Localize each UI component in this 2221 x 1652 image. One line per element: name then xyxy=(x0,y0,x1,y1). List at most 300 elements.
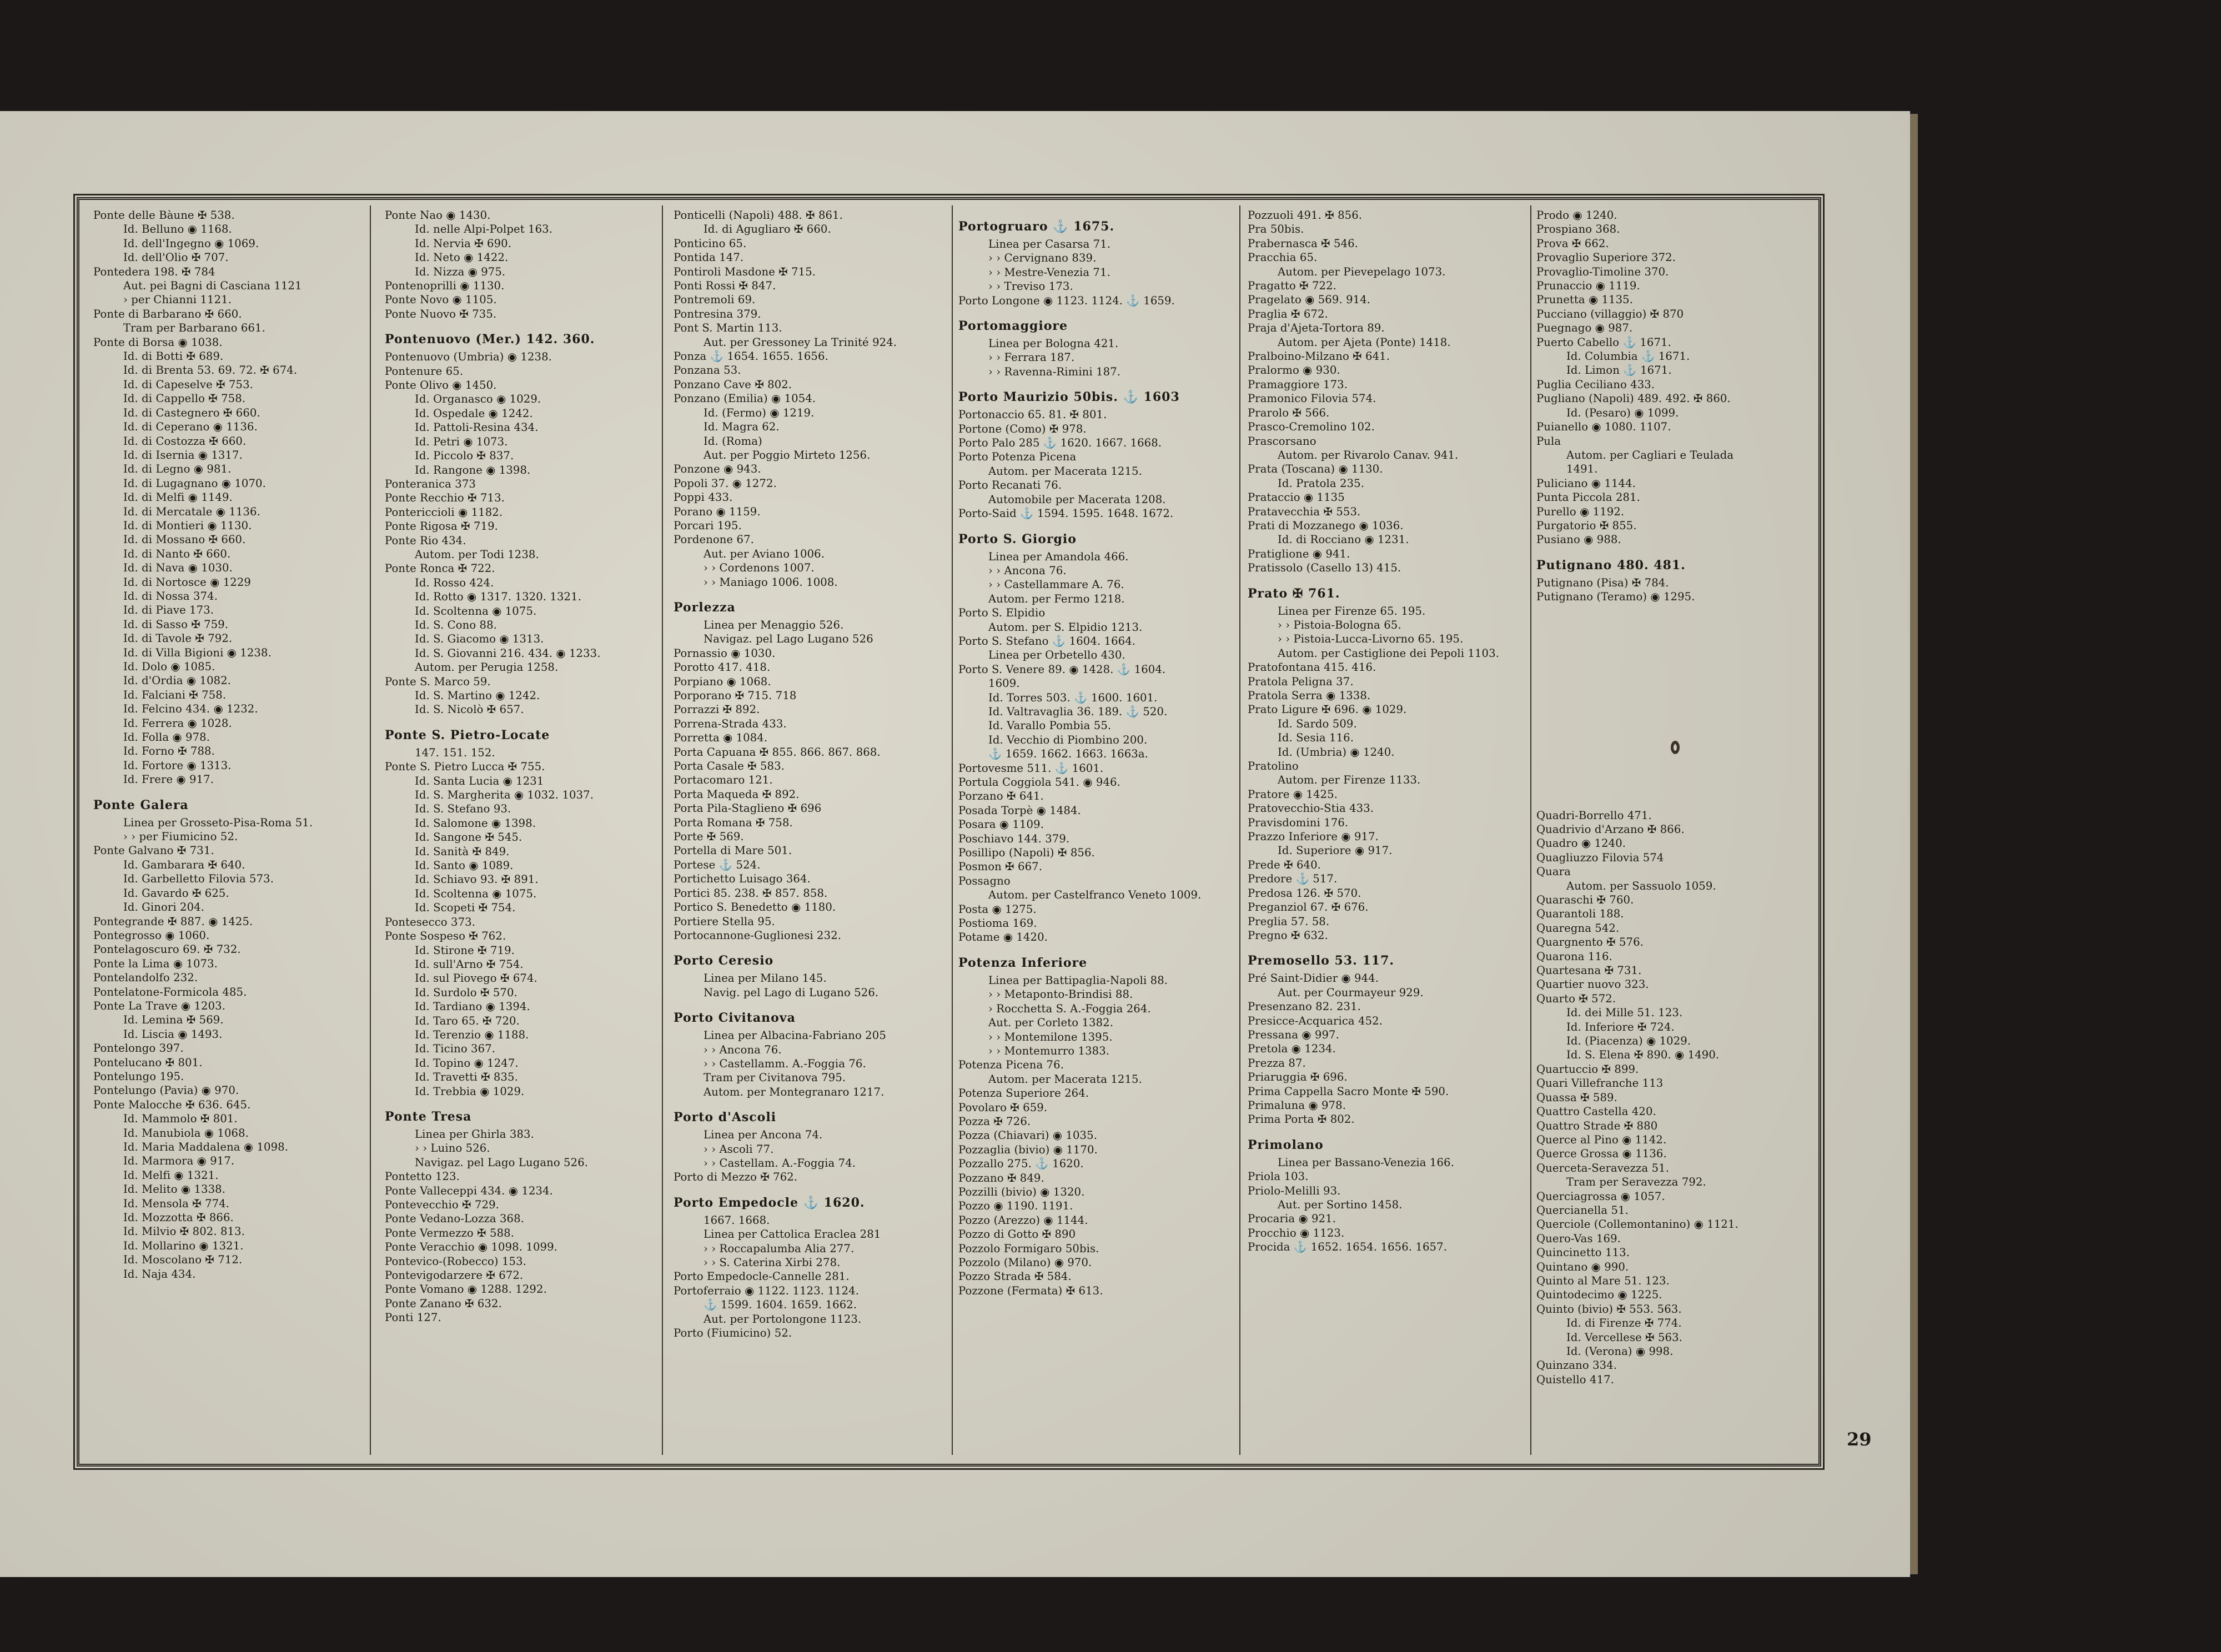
index-entry: Pontelagoscuro 69. ✠ 732. xyxy=(93,943,241,956)
index-entry: Id. Limon ⚓ 1671. xyxy=(1566,364,1672,377)
index-entry: Prato Ligure ✠ 696. ◉ 1029. xyxy=(1248,703,1407,716)
index-entry: Id. Taro 65. ✠ 720. xyxy=(415,1014,520,1027)
column-divider xyxy=(952,205,953,1455)
index-entry: Priola 103. xyxy=(1248,1170,1309,1183)
index-entry: Id. di Agugliaro ✠ 660. xyxy=(704,223,831,236)
index-entry: Id. di Botti ✠ 689. xyxy=(123,350,224,363)
index-entry: Ponza ⚓ 1654. 1655. 1656. xyxy=(674,350,828,363)
index-entry: Id. di Ceperano ◉ 1136. xyxy=(123,420,258,434)
index-entry: Id. di Lugagnano ◉ 1070. xyxy=(123,476,266,490)
column-divider xyxy=(1239,205,1240,1455)
index-entry: Pratofontana 415. 416. xyxy=(1248,661,1376,674)
index-entry: Ponti 127. xyxy=(385,1311,441,1324)
index-entry: Prazzo Inferiore ◉ 917. xyxy=(1248,830,1379,843)
index-entry: Pralormo ◉ 930. xyxy=(1248,364,1340,377)
index-entry: Poppi 433. xyxy=(674,491,733,504)
column-divider xyxy=(370,205,371,1455)
index-entry: Porto (Fiumicino) 52. xyxy=(674,1327,792,1340)
index-entry: Autom. per Sassuolo 1059. xyxy=(1566,879,1716,892)
index-entry: Prova ✠ 662. xyxy=(1536,237,1609,250)
index-entry: Prataccio ◉ 1135 xyxy=(1248,491,1345,504)
index-entry: Portocannone-Guglionesi 232. xyxy=(674,928,842,942)
index-entry: Autom. per Castelfranco Veneto 1009. xyxy=(988,888,1202,902)
index-entry: Priolo-Melilli 93. xyxy=(1248,1184,1341,1197)
index-entry: Linea per Menaggio 526. xyxy=(704,618,844,631)
index-entry: Puianello ◉ 1080. 1107. xyxy=(1536,420,1671,434)
index-entry: Pratola Peligna 37. xyxy=(1248,675,1354,688)
index-entry: Ponzano Cave ✠ 802. xyxy=(674,378,792,391)
spacer xyxy=(1536,757,1813,783)
index-entry: Id. Salomone ◉ 1398. xyxy=(415,816,536,830)
index-entry: › › Ferrara 187. xyxy=(988,351,1075,364)
index-entry: Pozzolo (Milano) ◉ 970. xyxy=(958,1256,1092,1269)
index-entry: Quattro Castella 420. xyxy=(1536,1105,1656,1118)
index-entry: Ponte Ronca ✠ 722. xyxy=(385,562,495,575)
index-entry: Pontevico-(Robecco) 153. xyxy=(385,1254,526,1268)
index-entry: Procchio ◉ 1123. xyxy=(1248,1226,1345,1239)
ornament-icon xyxy=(1670,740,1681,755)
index-entry: Id. Piccolo ✠ 837. xyxy=(415,449,514,463)
index-heading: Portomaggiore xyxy=(958,319,1068,334)
index-entry: Quadri-Borrello 471. xyxy=(1536,809,1652,822)
index-entry: Possagno xyxy=(958,874,1011,887)
index-entry: Portone (Como) ✠ 978. xyxy=(958,422,1087,435)
index-entry: Porzano ✠ 641. xyxy=(958,790,1044,803)
index-entry: Quari Villefranche 113 xyxy=(1536,1077,1664,1090)
index-entry: Pregno ✠ 632. xyxy=(1248,928,1328,942)
index-entry: Id. di Brenta 53. 69. 72. ✠ 674. xyxy=(123,364,298,377)
index-entry: Linea per Amandola 466. xyxy=(988,550,1129,563)
index-entry: Ponzana 53. xyxy=(674,364,741,377)
index-entry: Id. S. Giacomo ◉ 1313. xyxy=(415,632,544,646)
index-entry: Pont S. Martin 113. xyxy=(674,322,782,335)
index-entry: Pralboino-Milzano ✠ 641. xyxy=(1248,350,1390,363)
index-entry: Prima Porta ✠ 802. xyxy=(1248,1113,1355,1126)
index-entry: Id. S. Giovanni 216. 434. ◉ 1233. xyxy=(415,646,601,660)
index-entry: Pracchia 65. xyxy=(1248,251,1318,264)
index-entry: Porano ◉ 1159. xyxy=(674,505,761,518)
index-entry: Portese ⚓ 524. xyxy=(674,858,761,871)
index-entry: Id. di Villa Bigioni ◉ 1238. xyxy=(123,646,272,659)
index-entry: › › Castellammare A. 76. xyxy=(988,578,1124,591)
index-entry: Porto Potenza Picena xyxy=(958,450,1077,464)
index-entry: Id. Melito ◉ 1338. xyxy=(123,1183,226,1196)
index-column-1 xyxy=(93,208,370,1452)
index-entry: Id. Torres 503. ⚓ 1600. 1601. xyxy=(988,691,1158,704)
index-entry: Autom. per Fermo 1218. xyxy=(988,592,1125,605)
index-entry: Id. Organasco ◉ 1029. xyxy=(415,393,541,406)
index-entry: Ponzano (Emilia) ◉ 1054. xyxy=(674,392,816,405)
index-entry: › Rocchetta S. A.-Foggia 264. xyxy=(988,1002,1151,1015)
index-entry: Ponte Novo ◉ 1105. xyxy=(385,293,497,307)
index-entry: Pratiglione ◉ 941. xyxy=(1248,547,1350,560)
index-entry: Id. Maria Maddalena ◉ 1098. xyxy=(123,1141,289,1153)
index-entry: Id. dell'Olio ✠ 707. xyxy=(123,251,229,264)
index-entry: Portella di Mare 501. xyxy=(674,844,792,857)
index-entry: Linea per Cattolica Eraclea 281 xyxy=(704,1228,881,1241)
index-entry: Id. Naja 434. xyxy=(123,1267,196,1281)
index-entry: Purgatorio ✠ 855. xyxy=(1536,519,1637,532)
index-entry: Potame ◉ 1420. xyxy=(958,931,1048,944)
index-entry: Quartesana ✠ 731. xyxy=(1536,964,1642,977)
index-entry: Autom. per Cagliari e Teulada xyxy=(1566,448,1734,461)
index-entry: Id. Ospedale ◉ 1242. xyxy=(415,406,533,420)
index-entry: Procaria ◉ 921. xyxy=(1248,1212,1336,1226)
index-entry: Pozzallo 275. ⚓ 1620. xyxy=(958,1157,1084,1171)
index-entry: Id. Stirone ✠ 719. xyxy=(415,943,515,957)
index-entry: › › Cervignano 839. xyxy=(988,252,1097,265)
index-entry: Pontresina 379. xyxy=(674,307,761,320)
index-entry: Id. (Fermo) ◉ 1219. xyxy=(704,406,815,419)
index-entry: Puglia Ceciliano 433. xyxy=(1536,378,1655,391)
index-entry: Pusiano ◉ 988. xyxy=(1536,533,1621,546)
index-entry: Autom. per Perugia 1258. xyxy=(415,661,559,674)
index-entry: Poschiavo 144. 379. xyxy=(958,832,1070,845)
index-entry: Pordenone 67. xyxy=(674,533,755,546)
index-entry: Porta Romana ✠ 758. xyxy=(674,816,793,829)
index-entry: Querceta-Seravezza 51. xyxy=(1536,1161,1670,1174)
index-heading: Porto Civitanova xyxy=(674,1011,796,1026)
index-entry: Porto Longone ◉ 1123. 1124. ⚓ 1659. xyxy=(958,294,1175,307)
index-column-4 xyxy=(958,208,1235,1452)
index-entry: Pozzilli (bivio) ◉ 1320. xyxy=(958,1185,1085,1198)
index-entry: Porto S. Elpidio xyxy=(958,606,1046,620)
index-entry: Pontelongo 397. xyxy=(93,1042,184,1055)
index-entry: Porto Palo 285 ⚓ 1620. 1667. 1668. xyxy=(958,436,1162,450)
index-entry: Id. di Cappello ✠ 758. xyxy=(123,392,246,405)
index-entry: Id. di Nanto ✠ 660. xyxy=(123,547,231,560)
index-entry: › › Montemurro 1383. xyxy=(988,1044,1110,1057)
index-entry: Ponte S. Marco 59. xyxy=(385,675,491,688)
index-entry: Autom. per Firenze 1133. xyxy=(1278,774,1421,787)
index-entry: Ponte La Trave ◉ 1203. xyxy=(93,999,226,1012)
index-entry: Id. nelle Alpi-Polpet 163. xyxy=(415,223,553,236)
index-entry: › › Montemilone 1395. xyxy=(988,1030,1113,1043)
index-entry: Prodo ◉ 1240. xyxy=(1536,209,1617,222)
index-entry: Pratola Serra ◉ 1338. xyxy=(1248,689,1371,702)
index-entry: Id. (Piacenza) ◉ 1029. xyxy=(1566,1035,1691,1048)
index-entry: 1609. xyxy=(988,677,1020,690)
index-entry: Posmon ✠ 667. xyxy=(958,860,1043,873)
index-entry: Ponte Valleceppi 434. ◉ 1234. xyxy=(385,1184,553,1197)
index-column-5 xyxy=(1248,208,1524,1452)
index-entry: Ponte Sospeso ✠ 762. xyxy=(385,930,506,943)
index-entry: Ponte di Borsa ◉ 1038. xyxy=(93,335,223,349)
index-heading: Portogruaro ⚓ 1675. xyxy=(958,219,1115,234)
index-entry: Pratolino xyxy=(1248,760,1299,773)
index-entry: Pratore ◉ 1425. xyxy=(1248,787,1338,801)
index-entry: › › Maniago 1006. 1008. xyxy=(704,575,838,589)
index-entry: Id. Moscolano ✠ 712. xyxy=(123,1253,243,1267)
index-entry: Porta Capuana ✠ 855. 866. 867. 868. xyxy=(674,745,881,759)
index-entry: Pragelato ◉ 569. 914. xyxy=(1248,293,1371,307)
index-entry: Id. (Roma) xyxy=(704,434,762,448)
index-entry: Ponte Zanano ✠ 632. xyxy=(385,1297,502,1310)
index-entry: Id. Neto ◉ 1422. xyxy=(415,251,509,264)
index-entry: Ponte di Barbarano ✠ 660. xyxy=(93,307,242,320)
index-entry: Id. Vercellese ✠ 563. xyxy=(1566,1330,1683,1344)
index-entry: Id. Gambarara ✠ 640. xyxy=(123,858,245,871)
index-entry: Id. Surdolo ✠ 570. xyxy=(415,986,517,999)
index-entry: Id. S. Nicolò ✠ 657. xyxy=(415,703,524,716)
index-entry: Preganziol 67. ✠ 676. xyxy=(1248,901,1369,914)
index-entry: Autom. per Montegranaro 1217. xyxy=(704,1085,885,1098)
index-entry: Id. Marmora ◉ 917. xyxy=(123,1154,235,1168)
spacer xyxy=(1536,706,1813,732)
index-entry: Porto Recanati 76. xyxy=(958,479,1062,492)
index-entry: Pontegrosso ◉ 1060. xyxy=(93,928,210,942)
index-entry: Pozzano ✠ 849. xyxy=(958,1171,1044,1184)
spacer xyxy=(1536,681,1813,706)
index-entry: Tram per Seravezza 792. xyxy=(1566,1176,1706,1189)
index-entry: Id. Magra 62. xyxy=(704,420,780,434)
index-entry: Pontegrande ✠ 887. ◉ 1425. xyxy=(93,915,253,928)
index-entry: Id. di Castegnero ✠ 660. xyxy=(123,406,260,419)
index-entry: 1491. xyxy=(1566,463,1598,476)
index-entry: Quarto ✠ 572. xyxy=(1536,992,1616,1005)
index-entry: Ponte Malocche ✠ 636. 645. xyxy=(93,1098,251,1111)
index-entry: Pontelungo 195. xyxy=(93,1069,184,1083)
index-entry: Quero-Vas 169. xyxy=(1536,1232,1621,1245)
index-entry: Id. Travetti ✠ 835. xyxy=(415,1071,518,1084)
column-divider xyxy=(1530,205,1531,1455)
index-entry: Prarolo ✠ 566. xyxy=(1248,406,1330,419)
index-entry: Id. di Legno ◉ 981. xyxy=(123,463,232,476)
index-entry: Quattro Strade ✠ 880 xyxy=(1536,1119,1658,1132)
index-entry: Quarantoli 188. xyxy=(1536,907,1624,921)
index-entry: Posada Torpè ◉ 1484. xyxy=(958,804,1081,817)
index-entry: Potenza Picena 76. xyxy=(958,1058,1064,1072)
index-entry: Id. Mozzotta ✠ 866. xyxy=(123,1211,234,1224)
index-entry: Id. Sesia 116. xyxy=(1278,731,1354,745)
index-entry: › › Ancona 76. xyxy=(704,1043,782,1056)
index-entry: Quinto al Mare 51. 123. xyxy=(1536,1274,1670,1287)
index-entry: Id. Mammolo ✠ 801. xyxy=(123,1112,238,1126)
index-entry: Ponte Vedano-Lozza 368. xyxy=(385,1212,524,1226)
index-entry: Pratovecchio-Stia 433. xyxy=(1248,802,1374,815)
index-entry: Id. (Verona) ◉ 998. xyxy=(1566,1345,1674,1358)
index-entry: Id. S. Cono 88. xyxy=(415,618,498,631)
index-heading: Porto Ceresio xyxy=(674,953,774,968)
index-entry: Punta Piccola 281. xyxy=(1536,491,1641,504)
index-entry: Id. Inferiore ✠ 724. xyxy=(1566,1020,1675,1033)
index-entry: Id. di Piave 173. xyxy=(123,604,214,617)
index-entry: Pramonico Filovia 574. xyxy=(1248,392,1376,405)
index-entry: Pontenure 65. xyxy=(385,364,464,378)
index-entry: Pozzo (Arezzo) ◉ 1144. xyxy=(958,1213,1088,1227)
index-entry: Quarona 116. xyxy=(1536,950,1612,963)
index-entry: Id. di Nossa 374. xyxy=(123,589,218,602)
index-entry: Ponteranica 373 xyxy=(385,477,476,490)
index-entry: Pozza (Chiavari) ◉ 1035. xyxy=(958,1129,1098,1142)
index-entry: Id. Varallo Pombia 55. xyxy=(988,719,1112,732)
index-entry: Linea per Ghirla 383. xyxy=(415,1127,534,1141)
index-entry: Id. Rotto ◉ 1317. 1320. 1321. xyxy=(415,590,582,604)
index-entry: Querciole (Collemontanino) ◉ 1121. xyxy=(1536,1218,1738,1231)
index-entry: Porto-Said ⚓ 1594. 1595. 1648. 1672. xyxy=(958,507,1174,520)
index-heading: Premosello 53. 117. xyxy=(1248,953,1395,968)
index-entry: Id. Vecchio di Piombino 200. xyxy=(988,733,1148,746)
index-entry: › › Cordenons 1007. xyxy=(704,561,815,575)
index-entry: Pozzaglia (bivio) ◉ 1170. xyxy=(958,1143,1098,1156)
index-entry: Portoferraio ◉ 1122. 1123. 1124. xyxy=(674,1284,860,1297)
index-entry: › › Ascoli 77. xyxy=(704,1142,774,1156)
index-entry: Presicce-Acquarica 452. xyxy=(1248,1014,1383,1027)
index-entry: Id. di Tavole ✠ 792. xyxy=(123,632,233,645)
index-entry: Prezza 87. xyxy=(1248,1056,1306,1069)
index-entry: Praglia ✠ 672. xyxy=(1248,307,1328,320)
index-entry: Id. Pratola 235. xyxy=(1278,476,1365,490)
index-entry: Prunetta ◉ 1135. xyxy=(1536,293,1634,307)
index-entry: Autom. per Todi 1238. xyxy=(415,548,539,561)
index-entry: Pozzone (Fermata) ✠ 613. xyxy=(958,1284,1103,1297)
index-entry: Id. Scoltenna ◉ 1075. xyxy=(415,887,537,900)
index-entry: Portichetto Luisago 364. xyxy=(674,872,811,886)
column-divider xyxy=(662,205,663,1455)
index-entry: Portico S. Benedetto ◉ 1180. xyxy=(674,901,836,914)
index-entry: Id. Scoltenna ◉ 1075. xyxy=(415,604,537,617)
index-entry: Quadro ◉ 1240. xyxy=(1536,837,1626,850)
index-entry: Ponte Veracchio ◉ 1098. 1099. xyxy=(385,1241,557,1254)
index-entry: Pré Saint-Didier ◉ 944. xyxy=(1248,972,1379,985)
index-entry: Pozzo ◉ 1190. 1191. xyxy=(958,1199,1073,1213)
index-entry: Pravisdomini 176. xyxy=(1248,816,1349,829)
index-column-2 xyxy=(385,208,661,1452)
index-entry: Id. Rangone ◉ 1398. xyxy=(415,463,531,476)
spacer xyxy=(1536,655,1813,681)
index-heading: Ponte Galera xyxy=(93,797,189,812)
index-entry: Ponzone ◉ 943. xyxy=(674,463,761,476)
index-entry: Aut. per Sortino 1458. xyxy=(1278,1198,1403,1211)
index-entry: Pontelandolfo 232. xyxy=(93,971,198,985)
index-entry: Pressana ◉ 997. xyxy=(1248,1028,1339,1041)
index-entry: 147. 151. 152. xyxy=(415,746,495,759)
index-entry: Ponte Nuovo ✠ 735. xyxy=(385,307,497,320)
index-entry: Tram per Civitanova 795. xyxy=(704,1071,846,1084)
index-entry: Quistello 417. xyxy=(1536,1373,1615,1386)
index-entry: Id. Terenzio ◉ 1188. xyxy=(415,1028,529,1041)
index-entry: Pontericcioli ◉ 1182. xyxy=(385,505,503,519)
index-entry: Ponte Olivo ◉ 1450. xyxy=(385,379,497,392)
index-entry: Portiere Stella 95. xyxy=(674,915,775,928)
index-entry: Id. di Nava ◉ 1030. xyxy=(123,561,233,575)
index-entry: Autom. per Macerata 1215. xyxy=(988,1072,1142,1086)
index-entry: Navig. pel Lago di Lugano 526. xyxy=(704,986,879,999)
index-entry: Ponte delle Bàune ✠ 538. xyxy=(93,209,235,222)
index-entry: Id. sull'Arno ✠ 754. xyxy=(415,957,524,971)
index-entry: › › Pistoia-Lucca-Livorno 65. 195. xyxy=(1278,632,1464,646)
index-entry: Tram per Barbarano 661. xyxy=(123,322,265,335)
index-entry: Navigaz. pel Lago Lugano 526 xyxy=(704,632,873,646)
index-entry: Id. Superiore ◉ 917. xyxy=(1278,844,1393,857)
index-entry: Querce Grossa ◉ 1136. xyxy=(1536,1147,1667,1161)
index-entry: Linea per Bologna 421. xyxy=(988,337,1119,350)
index-entry: Id. Valtravaglia 36. 189. ⚓ 520. xyxy=(988,705,1168,718)
index-entry: Quinto (bivio) ✠ 553. 563. xyxy=(1536,1302,1682,1315)
index-entry: Praja d'Ajeta-Tortora 89. xyxy=(1248,322,1385,335)
index-entry: Linea per Milano 145. xyxy=(704,972,827,985)
index-entry: Id. Rosso 424. xyxy=(415,576,494,589)
index-entry: Portacomaro 121. xyxy=(674,774,773,787)
index-entry: Navigaz. pel Lago Lugano 526. xyxy=(415,1156,589,1169)
index-entry: Prasco-Cremolino 102. xyxy=(1248,420,1375,434)
index-entry: Id. Columbia ⚓ 1671. xyxy=(1566,350,1690,363)
index-entry: Id. di Rocciano ◉ 1231. xyxy=(1278,533,1409,546)
index-entry: Ponte S. Pietro Lucca ✠ 755. xyxy=(385,760,545,774)
index-entry: Prospiano 368. xyxy=(1536,223,1620,236)
index-entry: Portonaccio 65. 81. ✠ 801. xyxy=(958,408,1107,421)
index-entry: Linea per Albacina-Fabriano 205 xyxy=(704,1029,886,1042)
index-entry: Id. (Umbria) ◉ 1240. xyxy=(1278,745,1395,759)
index-entry: Pontedera 198. ✠ 784 xyxy=(93,265,215,278)
index-entry: Putignano (Teramo) ◉ 1295. xyxy=(1536,590,1695,604)
index-heading: Ponte Tresa xyxy=(385,1109,472,1124)
index-entry: Prata (Toscana) ◉ 1130. xyxy=(1248,463,1383,476)
index-entry: Id. Pattoli-Resina 434. xyxy=(415,421,539,434)
index-entry: Ponte Recchio ✠ 713. xyxy=(385,491,505,505)
index-entry: Linea per Grosseto-Pisa-Roma 51. xyxy=(123,816,313,829)
index-entry: Porretta ◉ 1084. xyxy=(674,731,768,745)
index-entry: Pratavecchia ✠ 553. xyxy=(1248,505,1361,518)
index-entry: Prati di Mozzanego ◉ 1036. xyxy=(1248,519,1404,532)
index-entry: Pontenoprilli ◉ 1130. xyxy=(385,279,505,293)
index-heading: Potenza Inferiore xyxy=(958,955,1088,970)
index-entry: Id. di Mossano ✠ 660. xyxy=(123,533,246,546)
index-heading: Pontenuovo (Mer.) 142. 360. xyxy=(385,332,595,347)
index-entry: Id. S. Elena ✠ 890. ◉ 1490. xyxy=(1566,1048,1720,1062)
index-entry: Id. Ginori 204. xyxy=(123,901,205,914)
index-entry: Postioma 169. xyxy=(958,917,1037,930)
spacer xyxy=(1536,630,1813,655)
index-entry: Provaglio-Timoline 370. xyxy=(1536,265,1669,278)
index-entry: Id. Petri ◉ 1073. xyxy=(415,435,508,448)
index-entry: Id. Topino ◉ 1247. xyxy=(415,1056,519,1069)
index-entry: Aut. per Portolongone 1123. xyxy=(704,1312,862,1325)
index-entry: Pontelungo (Pavia) ◉ 970. xyxy=(93,1084,239,1097)
index-entry: › › Pistoia-Bologna 65. xyxy=(1278,618,1401,631)
index-entry: Quercianella 51. xyxy=(1536,1203,1629,1217)
index-heading: Ponte S. Pietro-Locate xyxy=(385,727,550,742)
index-entry: Id. Sangone ✠ 545. xyxy=(415,831,522,844)
index-entry: Porta Pila-Staglieno ✠ 696 xyxy=(674,802,822,815)
index-entry: Aut. per Aviano 1006. xyxy=(704,547,825,560)
index-entry: Id. Trebbia ◉ 1029. xyxy=(415,1084,525,1098)
index-entry: Quaraschi ✠ 760. xyxy=(1536,893,1634,906)
index-entry: Portula Coggiola 541. ◉ 946. xyxy=(958,776,1120,789)
index-entry: Prede ✠ 640. xyxy=(1248,858,1321,871)
index-entry: Linea per Ancona 74. xyxy=(704,1128,823,1142)
index-entry: Aut. per Courmayeur 929. xyxy=(1278,986,1424,999)
index-entry: Id. Manubiola ◉ 1068. xyxy=(123,1126,249,1139)
index-entry: Id. di Capeselve ✠ 753. xyxy=(123,378,253,391)
index-entry: Primaluna ◉ 978. xyxy=(1248,1098,1346,1112)
index-entry: Id. S. Stefano 93. xyxy=(415,802,511,816)
index-entry: Portici 85. 238. ✠ 857. 858. xyxy=(674,886,828,900)
index-entry: Posta ◉ 1275. xyxy=(958,902,1037,916)
index-entry: Quadrivio d'Arzano ✠ 866. xyxy=(1536,822,1685,836)
index-entry: Porta Casale ✠ 583. xyxy=(674,760,785,773)
index-entry: Porta Maqueda ✠ 892. xyxy=(674,787,800,801)
index-entry: Id. S. Martino ◉ 1242. xyxy=(415,689,540,702)
index-entry: 1667. 1668. xyxy=(704,1213,770,1227)
index-entry: Autom. per Pievepelago 1073. xyxy=(1278,265,1446,278)
index-entry: Id. di Sasso ✠ 759. xyxy=(123,617,229,631)
index-entry: Provaglio Superiore 372. xyxy=(1536,251,1676,264)
index-entry: › › per Fiumicino 52. xyxy=(123,830,238,843)
index-entry: Quintodecimo ◉ 1225. xyxy=(1536,1288,1662,1302)
index-entry: Pucciano (villaggio) ✠ 870 xyxy=(1536,307,1684,320)
index-entry: Id. d'Ordia ◉ 1082. xyxy=(123,674,232,687)
